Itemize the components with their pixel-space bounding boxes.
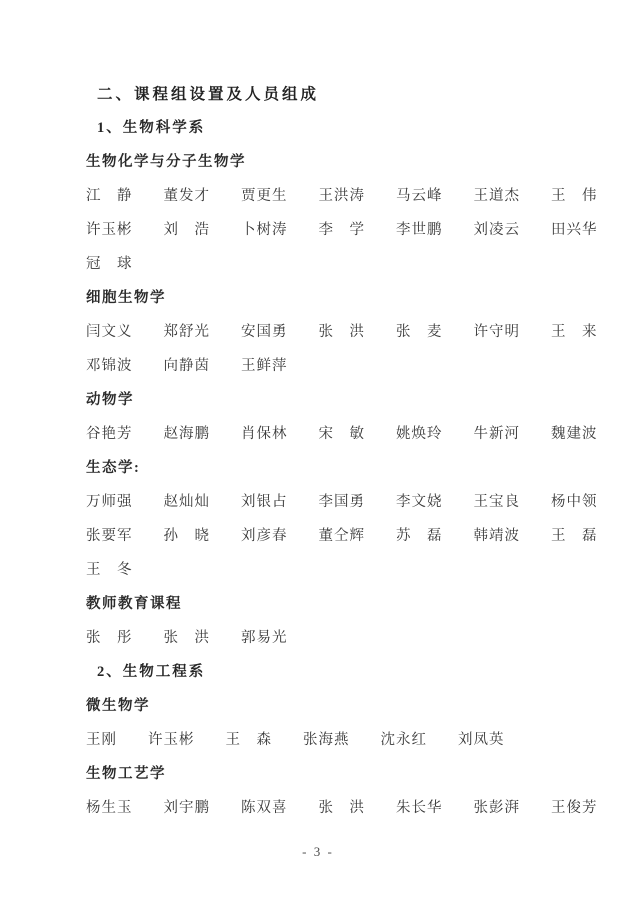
group-heading-zoology: 动物学 bbox=[86, 392, 134, 408]
group-heading-teacher-education: 教师教育课程 bbox=[86, 596, 182, 612]
member-row: 王 冬 bbox=[86, 562, 133, 578]
group-heading-ecology: 生态学: bbox=[86, 460, 141, 476]
member-row: 谷艳芳 赵海鹏 肖保林 宋 敏 姚焕玲 牛新河 魏建波 bbox=[86, 426, 598, 442]
group-heading-cell-biology: 细胞生物学 bbox=[86, 290, 166, 306]
dept-heading-bioscience: 1、生物科学系 bbox=[97, 120, 206, 136]
member-row: 王刚 许玉彬 王 森 张海燕 沈永红 刘凤英 bbox=[86, 732, 505, 748]
member-row: 杨生玉 刘宇鹏 陈双喜 张 洪 朱长华 张彭湃 王俊芳 bbox=[86, 800, 598, 816]
member-row: 许玉彬 刘 浩 卜树涛 李 学 李世鹏 刘凌云 田兴华 bbox=[86, 222, 598, 238]
group-heading-biotechnology: 生物工艺学 bbox=[86, 766, 166, 782]
group-heading-microbiology: 微生物学 bbox=[86, 698, 150, 714]
dept-heading-bioengineering: 2、生物工程系 bbox=[97, 664, 206, 680]
member-row: 江 静 董发才 贾更生 王洪涛 马云峰 王道杰 王 伟 bbox=[86, 188, 598, 204]
member-row: 张要军 孙 晓 刘彦春 董仝辉 苏 磊 韩靖波 王 磊 bbox=[86, 528, 598, 544]
group-heading-biochemistry: 生物化学与分子生物学 bbox=[86, 154, 246, 170]
member-row: 闫文义 郑舒光 安国勇 张 洪 张 麦 许守明 王 来 bbox=[86, 324, 598, 340]
page-title: 二、课程组设置及人员组成 bbox=[97, 86, 320, 103]
page-number: - 3 - bbox=[302, 844, 334, 859]
member-row: 张 彤 张 洪 郭易光 bbox=[86, 630, 288, 646]
member-row: 邓锦波 向静茵 王鲜萍 bbox=[86, 358, 288, 374]
member-row: 冠 球 bbox=[86, 256, 133, 272]
member-row: 万师强 赵灿灿 刘银占 李国勇 李文娆 王宝良 杨中领 bbox=[86, 494, 598, 510]
